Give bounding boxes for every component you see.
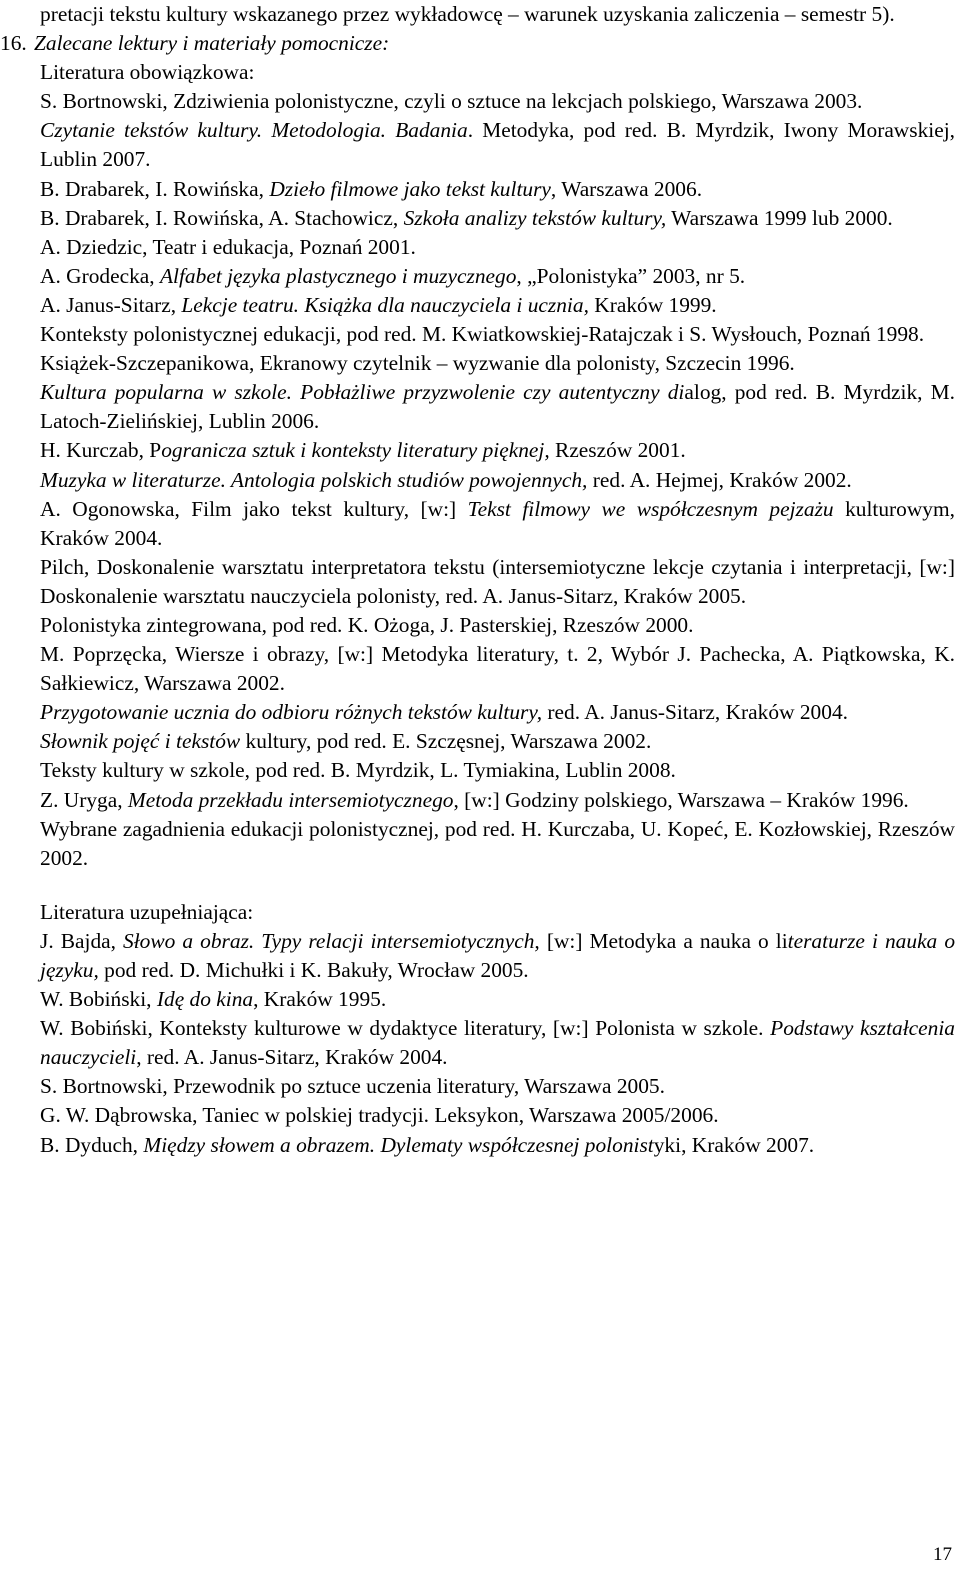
reference-text: Książek-Szczepanikowa, Ekranowy czytelnik – wyzwanie dla polonisty, Szczecin 1996. (40, 351, 795, 376)
reference-text: B. Drabarek, I. Rowińska, (40, 176, 270, 201)
reference-title-italic: Między słowem a obrazem. Dylematy współczesnej polonist (143, 1132, 654, 1157)
section-number: 16. (0, 31, 27, 56)
spacer (40, 873, 955, 898)
reference-title-italic: Alfabet języka plastycznego i muzycznego (159, 263, 517, 288)
reference-title-italic: Muzyka w literaturze. Antologia polskich studiów powojennych, (40, 467, 588, 492)
reference-entry (40, 495, 955, 553)
reference-entry (40, 175, 955, 204)
reference-text: Polonistyka zintegrowana, pod red. K. Ożoga, J. Pasterskiej, Rzeszów 2000. (40, 612, 694, 637)
reference-text: yki, Kraków 2007. (653, 1132, 815, 1157)
reference-title-italic: Podstawy kształcenia nauczycieli (40, 1016, 955, 1070)
reference-entry (40, 262, 955, 291)
reference-entry (40, 786, 955, 815)
reference-entry (40, 985, 955, 1014)
supplementary-literature-list (40, 927, 955, 1160)
reference-entry (40, 1131, 955, 1160)
reference-entry (40, 1101, 955, 1130)
reference-entry (40, 640, 955, 698)
reference-text: . Metodyka, pod red. B. Myrdzik, Iwony Morawskiej, Lublin 2007. (40, 118, 956, 172)
reference-text: B. Dyduch, (40, 1132, 144, 1157)
reference-text: W. Bobiński, Konteksty kulturowe w dydaktyce literatury, [w:] Polonista w szkole. (40, 1016, 771, 1041)
reference-entry (40, 1072, 955, 1101)
reference-text: H. Kurczab, P (40, 438, 162, 463)
reference-text: Rzeszów 2001. (549, 438, 686, 463)
reference-title-italic: Słowo a obraz. Typy relacji intersemiotycznych, (123, 928, 540, 953)
reference-text: A. Janus-Sitarz, (40, 292, 182, 317)
reference-entry (40, 1014, 955, 1072)
reference-text: , Warszawa 2006. (550, 176, 703, 201)
reference-text: Wybrane zagadnienia edukacji polonistycznej, pod red. H. Kurczaba, U. Kopeć, E. Kozłowskiej, Rzeszów 2002. (40, 816, 955, 870)
reference-text: kulturowym, Kraków 2004. (40, 496, 955, 550)
intro-paragraph: pretacji tekstu kultury wskazanego przez wykładowcę – warunek uzyskania zaliczenia – semestr 5). (40, 2, 895, 26)
reference-text: alog, pod red. B. Myrdzik, M. Latoch-Zielińskiej, Lublin 2006. (40, 380, 956, 434)
reference-title-italic: Słownik pojęć i tekstów (40, 729, 241, 754)
reference-title-italic: Przygotowanie ucznia do odbioru różnych tekstów kultury, (40, 700, 543, 725)
reference-entry (40, 698, 955, 727)
reference-text: , red. A. Janus-Sitarz, Kraków 2004. (136, 1045, 448, 1070)
reference-title-italic: Metoda przekładu intersemiotycznego (127, 787, 454, 812)
reference-title-italic: Lekcje teatru. Książka dla nauczyciela i ucznia, (181, 292, 589, 317)
reference-text: W. Bobiński, (40, 987, 157, 1012)
reference-text: M. Poprzęcka, Wiersze i obrazy, [w:] Metodyka literatury, t. 2, Wybór J. Pachecka, A. Piątkowska, K. Sałkiewicz, Warszawa 2002. (40, 642, 955, 696)
reference-title-italic: Szkoła analizy tekstów kultury, (403, 205, 667, 230)
reference-entry (40, 87, 955, 116)
reference-text: [w:] Metodyka a nauka o li (539, 928, 788, 953)
reference-title-italic: Dzieło filmowe jako tekst kultury (269, 176, 551, 201)
reference-entry (40, 727, 955, 756)
reference-entry (40, 756, 955, 785)
reference-text: pod red. D. Michułki i K. Bakuły, Wrocław 2005. (98, 958, 529, 982)
page-number: 17 (933, 1544, 952, 1565)
reference-text: A. Grodecka, (40, 263, 160, 288)
reference-text: , [w:] Godziny polskiego, Warszawa – Kraków 1996. (453, 787, 909, 812)
section-heading (0, 29, 955, 58)
reference-entry (40, 553, 955, 611)
reference-title-italic: Idę do kina (156, 987, 254, 1012)
required-literature-list (40, 87, 955, 873)
reference-text: Pilch, Doskonalenie warsztatu interpretatora tekstu (intersemiotyczne lekcje czytania i interpretacji, [w:] Doskonalenie warsztatu nauczyciela polonisty, red. A. Janus-Sitarz, Kraków 2005. (40, 554, 955, 608)
reference-title-italic: Kultura popularna w szkole. Pobłażliwe przyzwolenie czy autentyczny di (40, 380, 685, 405)
reference-text: G. W. Dąbrowska, Taniec w polskiej tradycji. Leksykon, Warszawa 2005/2006. (40, 1103, 719, 1128)
supplementary-literature-heading: Literatura uzupełniająca: (40, 899, 254, 924)
reference-entry (40, 204, 955, 233)
reference-text: , „Polonistyka” 2003, nr 5. (516, 263, 746, 288)
reference-entry (40, 466, 955, 495)
reference-text: red. A. Hejmej, Kraków 2002. (587, 467, 852, 492)
reference-text: A. Dziedzic, Teatr i edukacja, Poznań 2001. (40, 234, 416, 259)
reference-title-italic: Czytanie tekstów kultury. Metodologia. Badania (40, 118, 468, 143)
reference-entry (40, 436, 955, 465)
reference-entry (40, 291, 955, 320)
reference-text: Konteksty polonistycznej edukacji, pod red. M. Kwiatkowskiej-Ratajczak i S. Wysłouch, Poznań 1998. (40, 322, 925, 347)
reference-title-italic: teraturze i nauka o języku, (40, 928, 956, 982)
required-literature-heading: Literatura obowiązkowa: (40, 60, 255, 85)
reference-text: S. Bortnowski, Przewodnik po sztuce uczenia literatury, Warszawa 2005. (40, 1074, 665, 1099)
reference-text: kultury, pod red. E. Szczęsnej, Warszawa 2002. (240, 729, 652, 754)
reference-text: Z. Uryga, (40, 787, 128, 812)
reference-entry (40, 815, 955, 873)
reference-entry (40, 927, 955, 985)
reference-title-italic: ogranicza sztuk i konteksty literatury pięknej, (161, 438, 550, 463)
reference-title-italic: Tekst filmowy we współczesnym pejzażu (467, 496, 834, 521)
reference-text: Kraków 1999. (588, 292, 717, 317)
reference-text: J. Bajda, (40, 928, 124, 953)
reference-entry (40, 320, 955, 349)
reference-text: Warszawa 1999 lub 2000. (666, 205, 893, 230)
reference-text: S. Bortnowski, Zdziwienia polonistyczne, czyli o sztuce na lekcjach polskiego, Warszawa 2003. (40, 89, 863, 114)
reference-entry (40, 378, 955, 436)
reference-text: A. Ogonowska, Film jako tekst kultury, [w:] (40, 496, 468, 521)
reference-text: red. A. Janus-Sitarz, Kraków 2004. (542, 700, 848, 725)
reference-entry (40, 349, 955, 378)
reference-entry (40, 611, 955, 640)
reference-entry (40, 233, 955, 262)
reference-text: Teksty kultury w szkole, pod red. B. Myrdzik, L. Tymiakina, Lublin 2008. (40, 758, 676, 783)
reference-entry (40, 116, 955, 174)
reference-text: B. Drabarek, I. Rowińska, A. Stachowicz, (40, 205, 404, 230)
reference-text: , Kraków 1995. (253, 987, 387, 1012)
section-title: Zalecane lektury i materiały pomocnicze: (34, 31, 390, 56)
